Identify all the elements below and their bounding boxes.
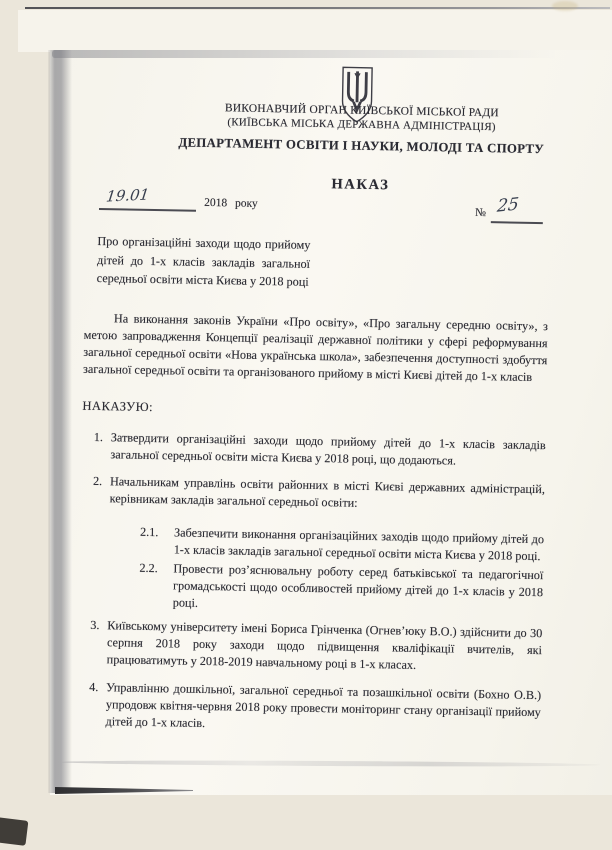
number-underline	[491, 221, 543, 223]
org-name-line3: ДЕПАРТАМЕНТ ОСВІТИ І НАУКИ, МОЛОДІ ТА СПОРТУ	[178, 135, 545, 157]
order-item-text: Київському університету імені Бориса Грінченка (Огнев’юку В.О.) здійснити до 30 серпня 2018 року заходи щодо підвищення кваліфікації вчителів, які працюватимуть у 2018-2019 навчальному році в 1-х класах.	[106, 618, 543, 672]
date-underline	[99, 208, 196, 211]
order-item-number: 2.2.	[139, 560, 158, 576]
order-item	[93, 473, 546, 515]
order-item-text: Управлінню дошкільної, загальної середньої та позашкільної освіти (Бохно О.В.) упродовж квітня-червня 2018 року провести моніторинг стану організації прийому дітей до 1-х класів.	[105, 680, 542, 731]
order-item-text: Затвердити організаційні заходи щодо прийому дітей до 1-х класів закладів загальної середньої освіти міста Києва у 2018 році, що додаються.	[110, 430, 546, 468]
order-item-number: 1.	[93, 429, 104, 445]
order-item	[88, 679, 541, 738]
order-item-number: 2.1.	[139, 524, 159, 540]
preamble-paragraph: На виконання законів України «Про освіту», «Про загальну середню освіту», з метою запровадження Концепції реалізації державної політики у сфері реформування загальної середньої освіти «Нова українська школа», забезпечення доступності здобуття загальної середньої освіти та організованого прийому в місті Києві дітей до 1-х класів	[82, 311, 549, 384]
order-item	[139, 560, 544, 618]
subject-paragraph: Про організаційні заходи щодо прийому дітей до 1-х класів закладів загальної середньої освіти міста Києва у 2018 році	[96, 233, 311, 290]
order-item-text: Начальникам управлінь освіти районних в місті Києві державних адміністрацій, керівникам закладів загальної середньої освіти:	[109, 474, 546, 510]
order-item	[93, 429, 546, 471]
number-sign: №	[474, 206, 487, 220]
order-item-text: Забезпечити виконання організаційних заходів щодо прийому дітей до 1-х класів закладів загальної середньої освіти міста Києва у 2018 році.	[173, 525, 545, 564]
order-item-number: 4.	[89, 679, 99, 695]
order-item	[90, 617, 543, 676]
decree-word: НАКАЗУЮ:	[82, 398, 154, 415]
order-item-number: 3.	[90, 617, 100, 633]
handwritten-number: 25	[496, 194, 520, 217]
order-item-text: Провести роз’яснювальну роботу серед батьківської та педагогічної громадськості щодо особливостей прийому дітей до 1-х класів у 2018 році.	[172, 561, 544, 610]
order-item	[140, 524, 545, 565]
org-name-line2: (КИЇВСЬКА МІСЬКА ДЕРЖАВНА АДМІНІСТРАЦІЯ)	[227, 116, 496, 134]
date-year-label: 2018 року	[204, 196, 258, 210]
handwritten-date: 19.01	[105, 185, 151, 206]
org-name-line1: ВИКОНАВЧИЙ ОРГАН КИЇВСЬКОЇ МІСЬКОЇ РАДИ	[224, 102, 499, 120]
order-list	[88, 429, 545, 738]
document-title: НАКАЗ	[331, 176, 390, 194]
order-item-number: 2.	[92, 473, 103, 489]
